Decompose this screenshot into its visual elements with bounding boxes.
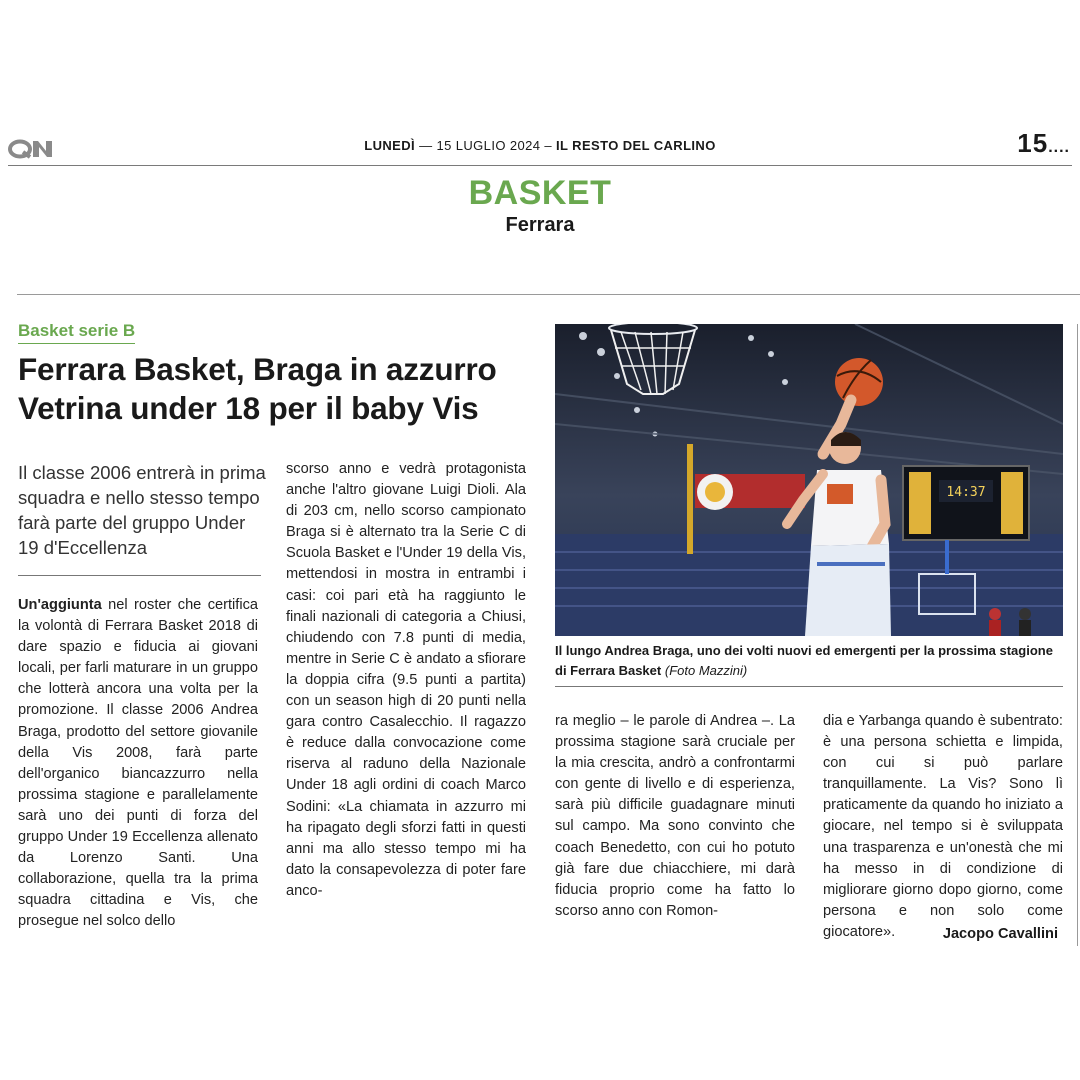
article-column-1 — [18, 595, 258, 933]
section-city: Ferrara — [505, 214, 575, 236]
dateline-day: LUNEDÌ — [364, 138, 416, 153]
photo-caption — [555, 641, 1063, 681]
scoreboard-clock: 14:37 — [946, 485, 986, 500]
dateline-newspaper: IL RESTO DEL CARLINO — [556, 138, 716, 153]
article-lead: Un'aggiunta — [18, 597, 102, 613]
article-headline — [18, 350, 538, 428]
article-summary: Il classe 2006 entrerà in prima squadra e nello stesso tempo farà parte del gruppo Under 19 d'Eccellenza — [18, 462, 266, 558]
dateline-date: 15 LUGLIO 2024 — [436, 138, 541, 153]
caption-rule — [555, 686, 1063, 687]
summary-rule — [18, 575, 261, 576]
basketball-player-photo — [555, 324, 1063, 636]
article-column-3: ra meglio – le parole di Andrea –. La prossima stagione sarà cruciale per la mia crescita, andrò a confrontarmi con gente di livello e di esperienza, sarà più difficile guadagnare minuti sul campo. Ma sono convinto che coach Benedetto, con cui ho potuto già fare due chiacchiere, mi darà fiducia proprio come ha fatto lo scorso anno con Romon- — [555, 713, 795, 919]
column-rule-right — [1077, 324, 1078, 946]
article-photo — [555, 324, 1063, 636]
article-byline: Jacopo Cavallini — [942, 926, 1058, 942]
section-title: BASKET — [468, 174, 612, 212]
headline-line-1: Ferrara Basket, Braga in azzurro — [18, 351, 497, 387]
article-column-2: scorso anno e vedrà protagonista anche l'altro giovane Luigi Dioli. Ala di 203 cm, nello scorso campionato Braga si è alternato tra la Serie C di Scuola Basket e l'Under 19 della Vis, mettendosi in mostra in entrambi i casi: coi pari età ha raggiunto le finali nazionali di categoria a Chiusi, chiudendo con 7.8 punti di media, mentre in Serie C è andato a sfiorare la doppia cifra (9.5 punti a partita) con un season high di 20 punti nella gara contro Casalecchio. Il ragazzo è reduce dalla convocazione come riserva al raduno della Nazionale Under 18 agli ordini di coach Marco Sodini: «La chiamata in azzurro mi ha ripagato degli sforzi fatti in questi anni ma allo stesso tempo mi ha dato la consapevolezza di poter fare anco- — [286, 461, 526, 899]
headline-line-2: Vetrina under 18 per il baby Vis — [18, 390, 479, 426]
dateline-sep1: — — [419, 138, 437, 153]
photo-credit: (Foto Mazzini) — [664, 663, 748, 678]
article-kicker: Basket serie B — [18, 321, 135, 344]
caption-text: Il lungo Andrea Braga, uno dei volti nuovi ed emergenti per la prossima stagione di Ferrara Basket — [555, 643, 1053, 678]
dateline-sep2: – — [544, 138, 557, 153]
page-number: 15.... — [1017, 128, 1070, 158]
dateline — [0, 138, 1080, 153]
column-1-text: nel roster che certifica la volontà di Ferrara Basket 2018 di dare spazio e fiducia ai giovani locali, per farli maturare in un gruppo che lotterà ancora una volta per la promozione. Il classe 2006 Andrea Braga, prodotto del settore giovanile della Vis 2008, farà parte dell'organico biancazzurro nella prossima stagione e parallelamente sarà uno dei punti di forza del gruppo Under 19 Eccellenza allenato da Lorenzo Santi. Una collaborazione, quella tra la prima squadra cittadina e Vis, che prosegue nel solco dello — [18, 597, 258, 930]
article-column-4: dia e Yarbanga quando è subentrato: è una persona schietta e limpida, con cui si può parlare tranquillamente. La Vis? Sono lì praticamente da quando ho iniziato a giocare, nel tempo si è sviluppata una trasparenza e un'onestà che mi ha messo in di condizione di migliorare giorno dopo giorno, come persona e non solo come giocatore». — [823, 713, 1063, 940]
section-rule — [17, 294, 1080, 295]
header-rule — [8, 165, 1072, 166]
